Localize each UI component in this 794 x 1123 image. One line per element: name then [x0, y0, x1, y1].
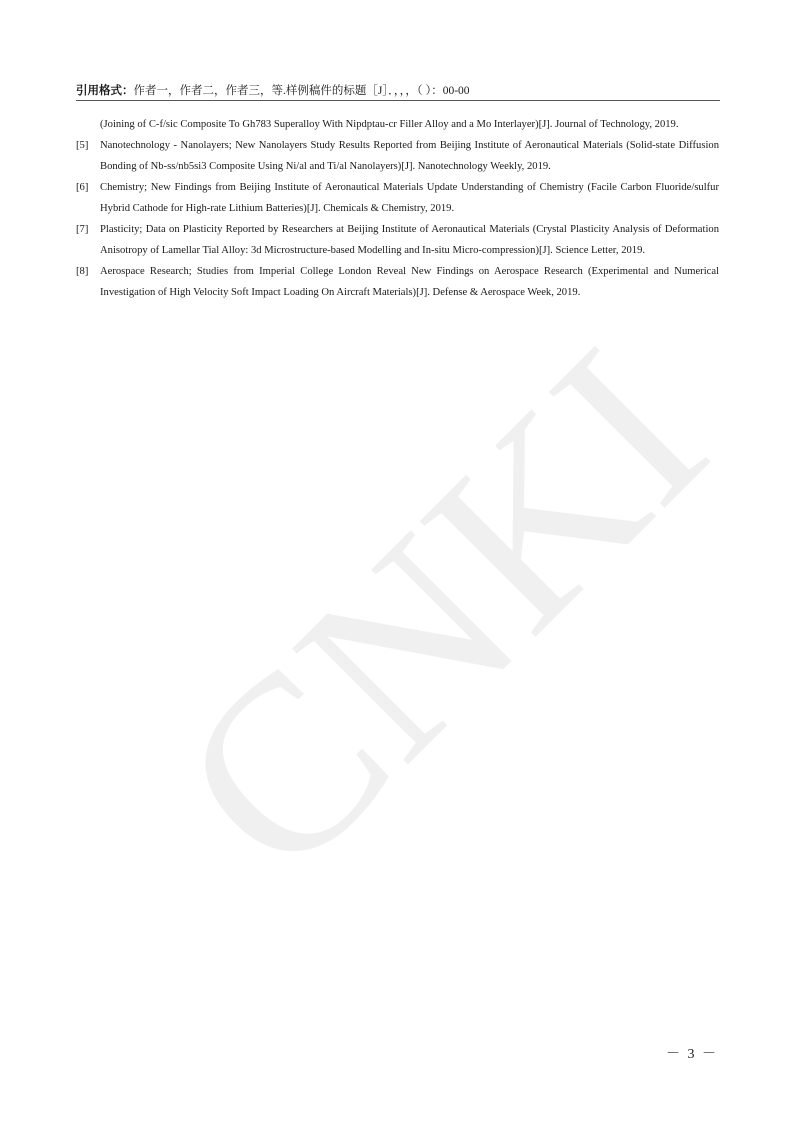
reference-number: [5] [76, 140, 89, 151]
citation-text: 作者一，作者二，作者三，等.样例稿件的标题［J］．，，，（ ）：00-00 [133, 85, 470, 97]
reference-text: Aerospace Research; Studies from Imperial College London Reveal New Findings on Aerospace Research (Experimental and Numerical Investigation of High Velocity Soft Impact Loading On Aircraft Materials)[J]. Defense & Aerospace Week, 2019. [100, 266, 719, 298]
header-divider [76, 100, 720, 101]
reference-number: [6] [76, 182, 89, 193]
citation-header [76, 82, 720, 100]
reference-number: [7] [76, 224, 89, 235]
reference-number: [8] [76, 266, 89, 277]
reference-item-6 [76, 177, 719, 219]
citation-label: 引用格式： [76, 85, 134, 97]
cnki-watermark: CNKI [127, 298, 756, 927]
reference-text: (Joining of C-f/sic Composite To Gh783 Superalloy With Nipdptau-cr Filler Alloy and a Mo Interlayer)[J]. Journal of Technology, 2019. [100, 119, 679, 130]
reference-text: Chemistry; New Findings from Beijing Institute of Aeronautical Materials Update Understanding of Chemistry (Facile Carbon Fluoride/sulfur Hybrid Cathode for High-rate Lithium Batteries)[J]. Chemicals & Chemistry, 2019. [100, 182, 719, 214]
reference-list [76, 114, 719, 303]
reference-text: Plasticity; Data on Plasticity Reported by Researchers at Beijing Institute of Aeronautical Materials (Crystal Plasticity Analysis of Deformation Anisotropy of Lamellar Tial Alloy: 3d Microstructure-based Modelling and In-situ Micro-compression)[J]. Science Letter, 2019. [100, 224, 719, 256]
reference-item-4-continued [76, 114, 719, 135]
reference-text: Nanotechnology - Nanolayers; New Nanolayers Study Results Reported from Beijing Institute of Aeronautical Materials (Solid-state Diffusion Bonding of Nb-ss/nb5si3 Composite Using Ni/al and Ti/al Nanolayers)[J]. Nanotechnology Weekly, 2019. [100, 140, 719, 172]
reference-item-8 [76, 261, 719, 303]
reference-item-5 [76, 135, 719, 177]
page-number: － 3 － [666, 1047, 718, 1062]
reference-item-7 [76, 219, 719, 261]
